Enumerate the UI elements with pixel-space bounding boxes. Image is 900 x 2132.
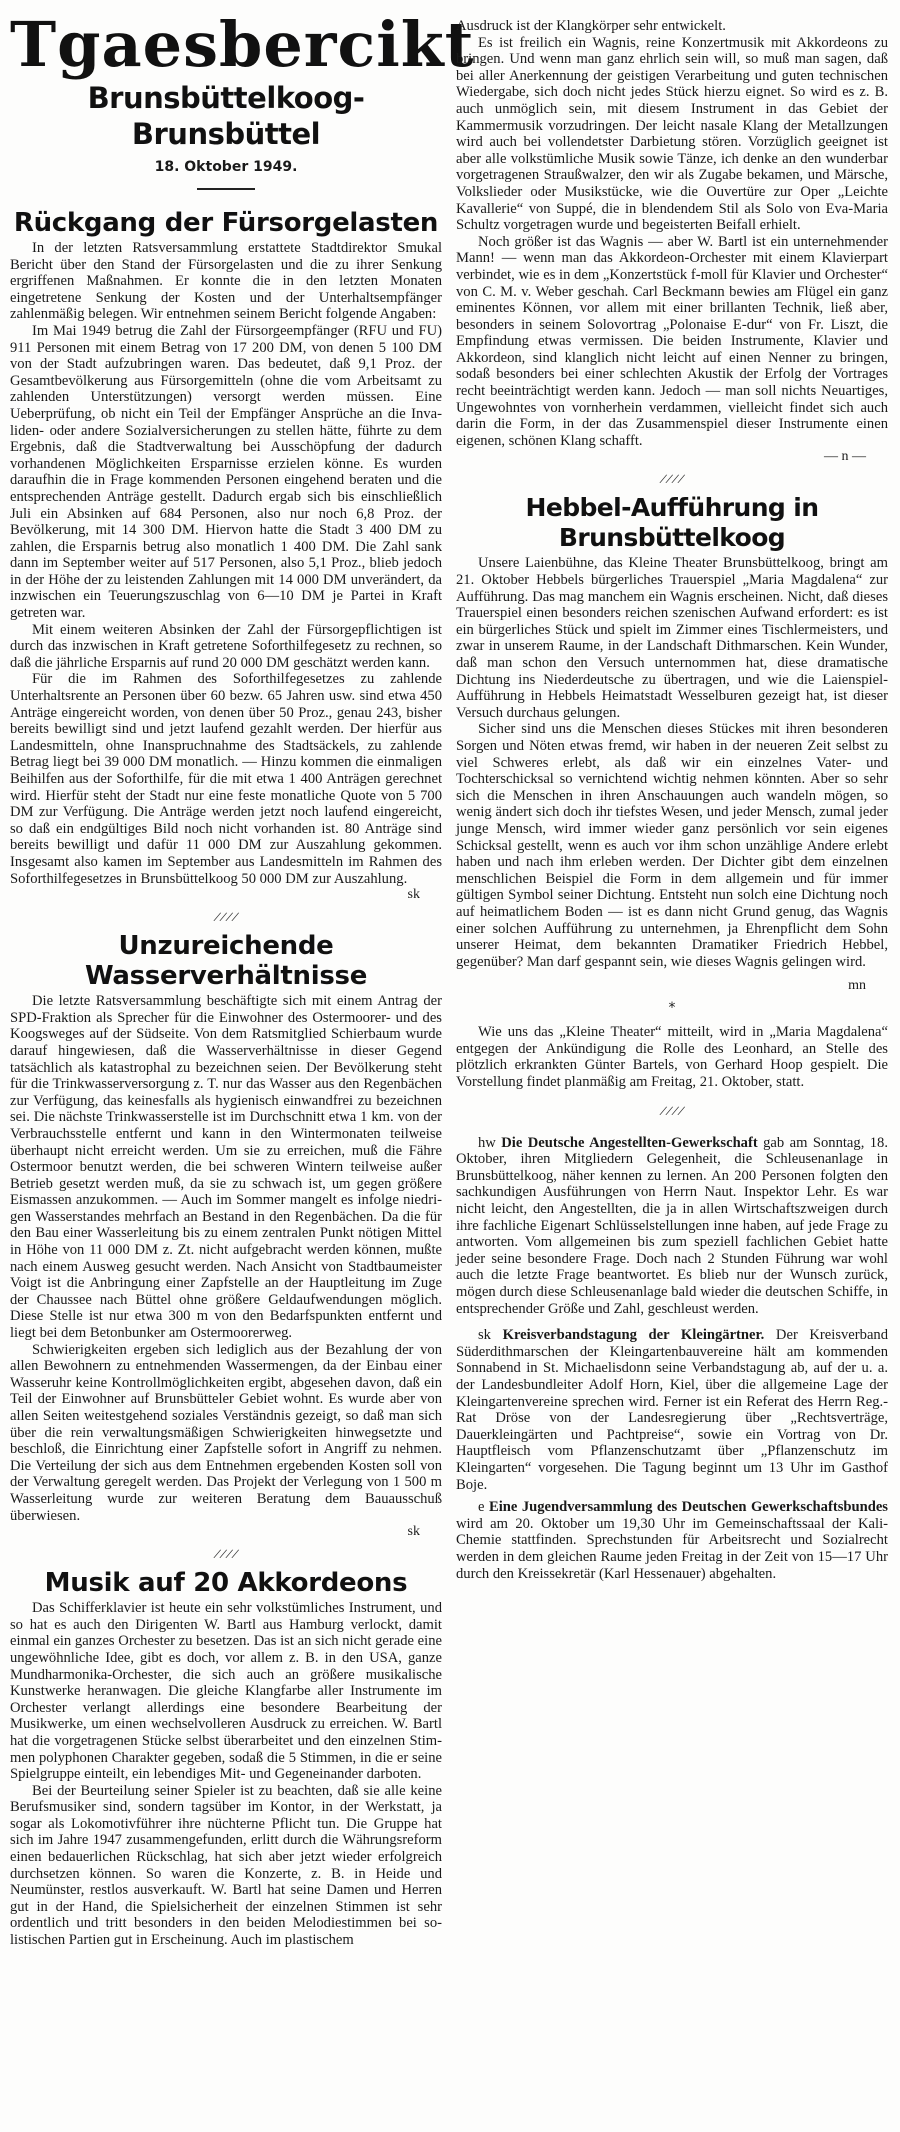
paragraph: Es ist freilich ein Wagnis, reine Konzertmusik mit Akkordeons zu bringen. Und wenn man ganz ehrlich sein will, so muß man sagen, daß bei aller Anerkennung der geistigen Verarbeitung und guten technischen Wiedergabe, sich doch nicht jedes Stück hierzu eignet. So wird es z. B. auch unmöglich sein, mit diesem Instrument in das Gebiet der Kammermusik vorzudringen. Der leicht nasale Klang der Metallzungen wird auch bei vollendetster Darbietung stören. Vorzüglich geeignet ist aber alle volkstümliche Musik sowie Tänze, ich denke an den wunderbar vorgetragenen Straußwalzer, den wir als Zugabe bekamen, und Märsche, Volkslieder oder Musikstücke, wie die Ouvertüre zur Oper „Leichte Kavallerie“ von Suppé, die in blendendem Stil als Solo von Eva-Maria Schultz vorgetragen wurde und begeisterten Beifall erhielt. xyxy=(456,34,888,234)
masthead-subtitle: Brunsbüttelkoog-Brunsbüttel xyxy=(87,81,365,151)
paragraph: Für die im Rahmen des Soforthilfegesetzes zu zahlende Unterhaltsrente an Personen über 60 bezw. 65 Jahren usw. sind etwa 450 Anträge eingereicht worden, von denen über 50 Proz., genau 243, bisher bereits bewilligt sind und jetzt laufend gezahlt werden. Der hierfür aus Landesmitteln, ohne Inanspruchnahme des Stadtsäckels, zu zahlende Betrag liegt bei 39 000 DM monatlich. — Hinzu kommen die einmaligen Beihilfen aus der Soforthilfe, für die mit etwa 1 400 Anträgen gerechnet wird. Hierfür steht der Stadt nur eine feste monatliche Quote von 5 700 DM zur Verfügung. Die Anträge werden jetzt noch laufend eingereicht, so daß ein endgültiges Bild noch nicht vorhanden ist. 80 Anträge sind bereits bewilligt und dafür 11 000 DM zur Auszahlung gekommen. Insgesamt also kamen im September aus Landesmitteln im Rahmen des Soforthilfegesetzes in Brunsbüttelkoog 50 000 DM zur Auszahlung. xyxy=(10,671,442,887)
paragraph: Bei der Beurteilung seiner Spieler ist zu beachten, daß sie alle keine Berufsmusiker sind, sondern tagsüber im Kontor, in der Werkstatt, ja sogar als Lokomotivführer ihre nüchterne Pflicht tun. Die Gruppe hat sich im Jahre 1947 zusammengefunden, erlitt durch die Währungsreform einen bedauerlichen Rückschlag, hat sich aber jetzt wieder erfolgreich durchsetzen können. So waren die Konzerte, z. B. in Heide und Neumünster, restlos ausverkauft. W. Bartl hat seine Damen und Herren gut in der Hand, die Spielsicherheit der einzelnen Stimmen ist sehr ordentlich und tritt besonders in den beiden Melodiestimmen bei solistischen Partien gut in Erscheinung. Auch im plastischem xyxy=(10,1782,442,1949)
author-signature: sk xyxy=(407,1524,420,1540)
author-signature: sk xyxy=(407,887,420,903)
lead-in: Kreisverbandstagung der Kleingärtner. xyxy=(502,1327,765,1344)
article-gewerkschaft xyxy=(456,1135,888,1318)
paragraph: Die letzte Ratsversammlung beschäftigte sich mit einem Antrag der SPD-Fraktion als Sprecher für die Einwohner des Ostermoorer- und des Koogsweges auf der Südseite. Von dem Ratsmitglied Schierbaum wurde darauf hingewiesen, daß die Wasserverhältnisse in dieser Gegend tatsächlich als katastrophal zu bezeichnen seien. Der Bevölkerung steht für die Trinkwasserversorgung z. T. nur das Wasser aus den Regenbächen zur Verfügung, das keinesfalls als hygienisch einwandfrei zu bezeichnen sei. Die nächste Trinkwasserstelle ist im Durchschnitt etwa 1 km. von der Verbrauchsstelle entfernt und kann in den Wintermonaten teilweise überhaupt nicht erreicht werden. Um sie zu erreichen, muß die Fähre Ostermoor benutzt werden, die bei schweren Wintern teilweise außer Betrieb gesetzt werden muß, da sie zu schwach ist, um gegen größere Eismassen anzukommen. — Auch im Sommer mangelt es infolge niedrigen Wasserstandes mehrfach an Bestand in den Regenbächen. Da die für den Bau einer Wasserleitung bis zu einem zentralen Punkt nötigen Mittel in Höhe von 11 000 DM z. Zt. nicht aufgebracht werden können, mußte nach einem Ausweg gesucht werden. Nach Ansicht von Stadtbaumeister Voigt ist die Anbringung einer Zapfstelle an der Hauptleitung im Zuge der Chaussee nach Büttel ohne größere Geldaufwendungen möglich. Diese Stelle ist nur etwa 300 m von den Bedarfspunkten entfernt und liegt bei dem Betonbunker am Ostermoorerweg. xyxy=(10,993,442,1342)
paragraph xyxy=(456,1499,888,1582)
author-signature: mn xyxy=(848,978,866,994)
spacer xyxy=(456,1317,888,1327)
paragraph-text: wird am 20. Oktober um 19,30 Uhr im Gemeinschaftssaal der Kali-Chemie stattfinden. Sprechstunden für Arbeitsrecht und Sozialrecht werden in dem gleichen Raume jeden Freitag in der Zeit von 15—17 Uhr durch den Kreissekretär (Karl Hessenauer) abgehalten. xyxy=(456,1515,888,1582)
paragraph: Sicher sind uns die Menschen dieses Stückes mit ihren besonderen Sorgen und Nöten etwas fremd, wir haben in der neueren Zeit selbst zu viel Schweres erlebt, als daß wir ein einzelnes Vater- und Tochterschicksal so vernichtend wichtig nehmen könnten. Aber so sehr sich die Menschen in ihren Anschauungen auch wandeln mögen, so wenig ändert sich doch ihr tiefstes Wesen, und jeder Mensch, zumal jeder junge Mensch, wird immer wieder ganz persönlich vor sein eigenes Schicksal gestellt, wenn es auch vor ihm schon unzählige Andere erlebt haben und nach ihm erleben werden. Der Dichter gibt dem einzelnen menschlichen Beispiel die Form in dem allgemein und für immer gültigen Symbol seiner Dichtung. Entsteht nun solch eine Dichtung noch auf heimatlichem Boden — ist es dann nicht Grund genug, das Wagnis einer solchen Aufführung zu unternehmen, ja Ehrenpflicht dem Sohn unserer Heimat, dem bekannten Dramatiker Friedrich Hebbel, gegenüber? Man darf gespannt sein, wie dieses Wagnis gelingen wird. xyxy=(456,721,888,970)
paragraph-text: gab am Sonntag, 18. Oktober, ihren Mitgliedern Gelegenheit, die Schleusenanlage in Brunsbüttelkoog, näher kennen zu lernen. An 200 Personen folgten den sachkundigen Ausführungen von Herrn Naut. Inspektor Lehr. Es war nicht leicht, den Angestellten, die ja in allen Wirtschaftszweigen durch ihre fachliche Eigenart Schlüsselstellungen inne haben, auf jede Frage zu antworten. Vom allgemeinen bis zum speziell fachlichen Gebiet hatte jeder seine besondere Frage. Doch nach 2 Stunden Führung war wohl auch die letzte Frage beantwortet. Es blieb nur der Wunsch zurück, mögen durch diese Schleusenanlage bald wieder die deutschen Schiffe, in entsprechender Größe und Zahl, geschleust werden. xyxy=(456,1134,888,1317)
paragraph-note: Wie uns das „Kleine Theater“ mitteilt, wird in „Maria Magdalena“ entgegen der Ankündigung die Rolle des Leonhard, an Stelle des plötzlich erkrankten Günter Bartels, von Gerhard Hoop gespielt. Die Vorstellung findet planmäßig am Freitag, 21. Oktober, statt. xyxy=(456,1024,888,1091)
paragraph: Unsere Laienbühne, das Kleine Theater Brunsbüttelkoog, bringt am 21. Oktober Hebbels bürgerliches Trauerspiel „Maria Magdalena“ zur Aufführung. Das mag manchem ein Wagnis erscheinen. Nicht, daß dieses Trauerspiel einen besonders reichen szenischen Aufwand erfordert: es ist ein bürgerliches Stück und spielt im Zimmer eines Tischlermeisters, und zwar in unserem Raume, in der Landschaft Dithmarschen. Kein Wunder, daß man schon den Versuch unternommen hat, diese dramatische Dichtung ins Niederdeutsche zu übertragen, und wie die Laienspiel-Aufführung in Hebbels Heimatstadt Wesselburen gezeigt hat, ist dieser Versuch durchaus gelungen. xyxy=(456,555,888,721)
paragraph xyxy=(456,1135,888,1318)
separator-ornament-icon: //// xyxy=(212,1549,241,1561)
headline-musik: Musik auf 20 Akkordeons xyxy=(44,1568,408,1599)
paragraph: Im Mai 1949 betrug die Zahl der Fürsorgeempfänger (RFU und FU) 911 Personen mit einem Betrag von 17 200 DM, von denen 5 100 DM von der Stadt aufzubringen waren. Das bedeutet, daß 9,1 Proz. der Gesamtbevölkerung aus Fürsorgemitteln (ohne die vom Arbeitsamt zu zahlenden Unterstützungen) versorgt werden müssen. Eine Ueberprüfung, ob nicht ein Teil der Empfänger Ansprüche an die Invaliden- oder andere Sozialversicherungen zu stellen hätte, führte zu dem Ergebnis, daß die Stadtverwaltung bei Ausschöpfung der dadurch vorhandenen Möglichkeiten Ersparnisse erzielen könne. Es wurden daraufhin die in Frage kommenden Personen eingehend beraten und die entsprechenden Anträge gestellt. Dadurch ergab sich bis einschließlich Juli ein Absinken auf 684 Personen, also nur noch 6,8 Proz. der Bevölkerung, mit 14 300 DM. Hiervon hatte die Stadt 3 400 DM zu zahlen, die Ersparnis betrug also monatlich 1 400 DM. Die Zahl sank dann im September weiter auf 517 Personen, also 5,1 Proz., blieb jedoch in der Höhe der zu leistenden Zahlungen mit 14 000 DM unverändert, da inzwischen ein Teuerungszuschlag von 6—10 DM je Partei in Kraft getreten war. xyxy=(10,322,442,622)
author-prefix: hw xyxy=(478,1134,496,1151)
article-wasser xyxy=(10,931,442,1540)
separator-ornament-icon: //// xyxy=(658,1105,687,1117)
paragraph-continuation: Ausdruck ist der Klangkörper sehr entwickelt. xyxy=(456,18,726,34)
paragraph xyxy=(456,1327,888,1493)
masthead-date: 18. Oktober 1949. xyxy=(154,159,298,175)
masthead-title: Tgaesbercikt xyxy=(10,8,475,81)
masthead xyxy=(10,8,475,190)
paragraph: Das Schifferklavier ist heute ein sehr volkstümliches Instrument, und so hat es auch den Dirigenten W. Bartl aus Hamburg verlockt, damit einmal ein ganzes Orchester zu besetzen. Das ist an sich nicht gerade eine ungewöhnliche Idee, gibt es doch, vor allem z. B. in den USA, ganze Mundharmonika-Orchester, die sich auch an größere musikalische Kunstwerke heranwagen. Die gleiche Klangfarbe aller Instrumente im Orchester verlangt allerdings eine besondere Bearbeitung der Musikwerke, um einen wechselvolleren Ausdruck zu erreichen. W. Bartl hat die vorgetragenen Stücke selbst überarbeitet und den einzelnen Stimmen polyphonen Charakter gegeben, sodaß die 5 Stimmen, in die er seine Spielgruppe einteilt, ein lebendiges Mit- und Gegeneinander darboten. xyxy=(10,1600,442,1783)
lead-in: Eine Jugendversammlung des Deutschen Gewerkschaftsbundes xyxy=(488,1499,888,1516)
asterisk-divider-icon: * xyxy=(668,1000,676,1017)
paragraph: Noch größer ist das Wagnis — aber W. Bartl ist ein unternehmender Mann! — wenn man das Akkordeon-Orchester mit einem Klavierpart verbindet, wie es in dem „Konzertstück f-moll für Klavier und Orchester“ von C. M. v. Weber geschah. Carl Beckmann bewies am Flügel ein ganz eminentes Können, vor allem mit einer brillanten Technik, ließ aber, besonders in seinem Solovortrag „Polonaise E-dur“ von Fr. Liszt, die Empfindung etwas vermissen. Die beiden Instrumente, Klavier und Akkordeon, sind klanglich nicht leicht auf einen Nenner zu bringen, sodaß besonders bei einer schlechten Akustik der Erfolg der Vortrages recht beeinträchtigt werden kann. Jedoch — man soll nichts Neuartiges, Ungewohntes von vornherhein verdammen, vielleicht findet sich auch darin die Form, in der das Zusammenspiel dieser Instrumente einen eigenen, schönen Klang schafft. xyxy=(456,233,888,449)
author-signature: — n — xyxy=(824,449,866,465)
paragraph: Mit einem weiteren Absinken der Zahl der Fürsorgepflichtigen ist durch das inzwischen in Kraft getretene Soforthilfegesetz zu rechnen, so daß die jährliche Ersparnis auf rund 20 000 DM geschätzt werden kann. xyxy=(10,621,442,671)
article-jugend xyxy=(456,1499,888,1582)
paragraph: In der letzten Ratsversammlung erstattete Stadtdirektor Smukal Bericht über den Stand der Fürsorgelasten und die zu ihrer Senkung ergriffenen Maßnahmen. Er konnte die in den letzten Monaten eingetretene Senkung der Kosten und der Unterhaltsempfänger zahlenmäßig belegen. Wir entnehmen seinem Bericht folgende Angaben: xyxy=(10,240,442,323)
lead-in: Die Deutsche Angestellten-Gewerkschaft xyxy=(501,1134,758,1151)
right-column xyxy=(456,18,888,1582)
headline-wasser: Unzureichende Wasserverhältnisse xyxy=(84,931,368,992)
separator-ornament-icon: //// xyxy=(212,912,241,924)
author-prefix: e xyxy=(478,1499,485,1516)
masthead-rule xyxy=(197,188,255,190)
paragraph-text: Der Kreisverband Süderdithmarschen der Kleingartenbauvereine hält am kommenden Sonnabend in St. Michaelisdonn seine Verbandstagung ab, auf der u. a. der Landesbundleiter Adolf Horn, Kiel, über die allgemeine Lage der Kleingartenvereine sprechen wird. Ferner ist ein Referat des Herrn Reg.-Rat Dröse von der Landesregierung über „Rechtsverträge, Dauerkleingärten und Pachtpreise“, sowie ein Vortrag von Dr. Hauptfleisch vom Pflanzenschutzamt über „Pflanzenschutz im Kleingarten“ vorgesehen. Die Tagung beginnt um 13 Uhr im Gasthof Boje. xyxy=(456,1327,889,1493)
headline-hebbel: Hebbel-Aufführung in Brunsbüttelkoog xyxy=(525,493,819,553)
article-hebbel xyxy=(456,493,888,1090)
article-fuersorge xyxy=(10,208,442,903)
left-column xyxy=(10,0,475,1949)
author-prefix: sk xyxy=(478,1327,491,1344)
article-musik xyxy=(10,1568,442,1948)
separator-ornament-icon: //// xyxy=(658,474,687,486)
article-kleingaertner xyxy=(456,1327,888,1493)
article-musik-continued xyxy=(456,18,888,465)
headline-fuersorge: Rückgang der Fürsorgelasten xyxy=(13,208,439,238)
paragraph: Schwierigkeiten ergeben sich lediglich aus der Bezahlung der von allen Bewohnern zu entnehmenden Wassermengen, da der Einbau einer Wasseruhr keine Kontrollmöglichkeiten ergibt, abgesehen davon, daß ein Teil der Einwohner auf Brunsbütteler Gebiet wohnt. Es wurde aber von allen Seiten weitestgehend soziales Verständnis gezeigt, so daß man sich über die rein verwaltungsmäßigen Schwierigkeiten hinwegsetzte und beschloß, die Einrichtung einer Zapfstelle sofort in Angriff zu nehmen. Die Verteilung der sich aus dem Entnehmen ergebenden Kosten soll von der Verwaltung geregelt werden. Das Projekt der Verlegung von 1 500 m Wasserleitung wurde zur weiteren Beratung dem Bauausschuß überwiesen. xyxy=(10,1341,442,1524)
